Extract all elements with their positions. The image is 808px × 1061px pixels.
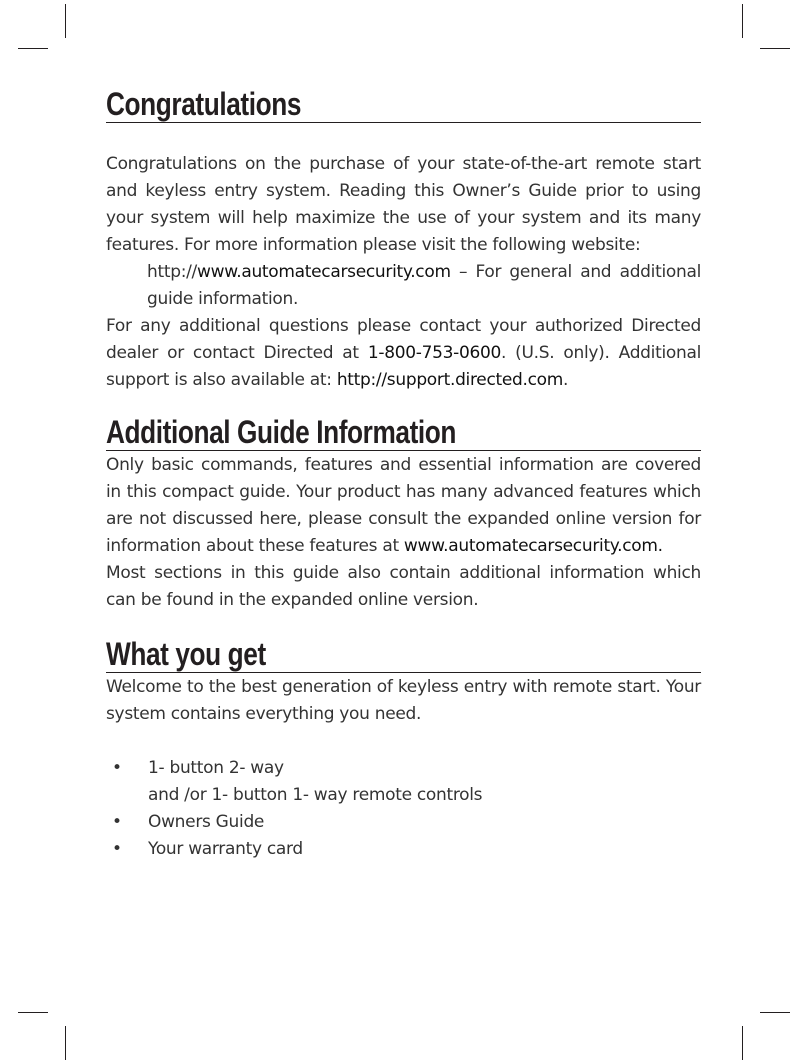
additional-text-2: Most sections in this guide also contain additional information which can be found in the expanded online version. xyxy=(106,563,701,610)
crop-mark xyxy=(18,1012,48,1013)
crop-mark xyxy=(65,1026,66,1060)
list-item xyxy=(106,755,701,809)
list-item xyxy=(106,836,701,863)
list-item-text: Your warranty card xyxy=(148,839,303,859)
contact-paragraph xyxy=(106,313,701,394)
intro-text: Congratulations on the purchase of your state-of-the-art remote start and keyless entry system. Reading this Owner’s Guide prior to using your system will help maximize the use of your system and its many features. For more information please visit the following website: xyxy=(106,154,701,255)
contact-text: For any additional questions please contact your authorized Directed dealer or contact Directed at xyxy=(106,316,701,363)
bullet-icon: • xyxy=(112,758,122,778)
additional-link[interactable]: www.automatecarsecurity.com. xyxy=(403,536,663,556)
crop-mark xyxy=(760,1012,790,1013)
crop-mark xyxy=(65,4,66,38)
additional-heading: Additional Guide Information xyxy=(106,414,457,450)
support-end: . xyxy=(563,370,569,390)
crop-mark xyxy=(18,48,48,49)
crop-mark xyxy=(742,1026,743,1060)
page-content xyxy=(106,86,701,863)
intro-paragraph xyxy=(106,151,701,259)
after-phone-text: . (U.S. only). Additional support is also available at: xyxy=(106,343,701,390)
list-item-text: Owners Guide xyxy=(148,812,265,832)
list-item xyxy=(106,809,701,836)
contents-list xyxy=(106,755,701,863)
heading-rule xyxy=(106,450,701,451)
heading-rule xyxy=(106,122,701,123)
website-paragraph xyxy=(106,259,701,313)
additional-paragraph xyxy=(106,452,701,560)
bullet-icon: • xyxy=(112,839,122,859)
what-you-get-intro xyxy=(106,674,701,728)
bullet-icon: • xyxy=(112,812,122,832)
list-item-text: and /or 1- button 1- way remote controls xyxy=(148,785,483,805)
phone-number[interactable]: 1-800-753-0600 xyxy=(367,343,502,363)
what-you-get-heading: What you get xyxy=(106,636,266,672)
what-you-get-text: Welcome to the best generation of keyless entry with remote start. Your system contains everything you need. xyxy=(106,677,701,724)
what-you-get-section xyxy=(106,636,701,863)
additional-section xyxy=(106,414,701,614)
crop-mark xyxy=(742,4,743,38)
website-link[interactable]: www.automatecarsecurity.com xyxy=(196,262,451,282)
additional-text: Only basic commands, features and essential information are covered in this compact guide. Your product has many advanced features which are not discussed here, please consult the expanded online version for information about these features at xyxy=(106,455,701,556)
heading-rule xyxy=(106,672,701,673)
additional-paragraph-2 xyxy=(106,560,701,614)
congratulations-heading: Congratulations xyxy=(106,86,302,122)
website-prefix: http:// xyxy=(147,262,197,282)
website-suffix: – For general and additional guide information. xyxy=(147,262,701,309)
list-item-text: 1- button 2- way xyxy=(148,758,284,778)
congratulations-section xyxy=(106,86,701,394)
crop-mark xyxy=(760,48,790,49)
support-link[interactable]: http://support.directed.com xyxy=(336,370,564,390)
